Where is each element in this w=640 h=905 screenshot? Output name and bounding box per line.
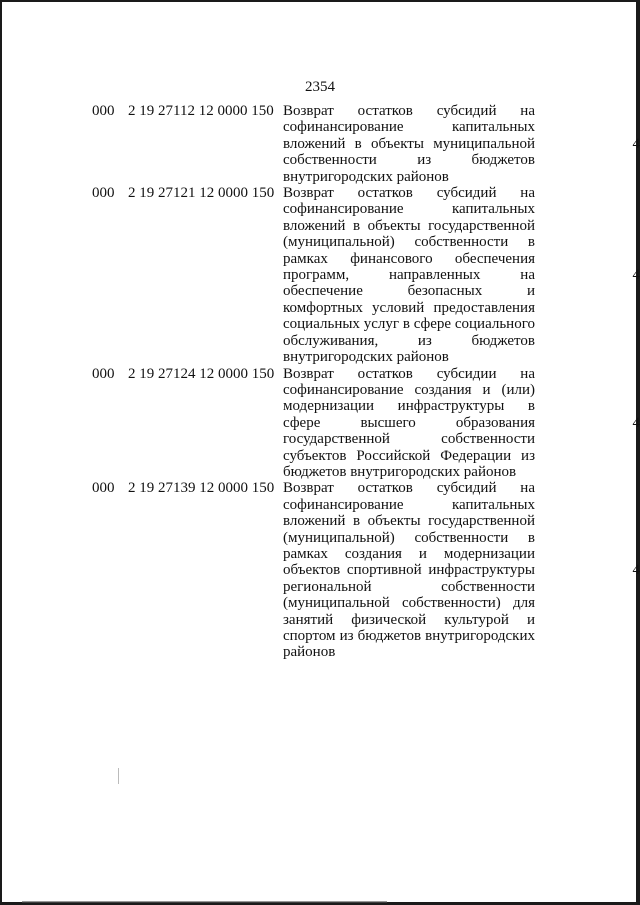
page-edge-top [0, 0, 640, 2]
admin-code: 000 [92, 185, 115, 202]
standard-value: 4 [632, 267, 640, 284]
budget-code-table [0, 103, 640, 661]
table-row [0, 366, 640, 481]
table-row [0, 185, 640, 365]
page-number: 2354 [305, 79, 335, 95]
standard-value: 4 [632, 562, 640, 579]
table-row [0, 480, 640, 660]
budget-classification-code: 2 19 27139 12 0000 150 [128, 480, 275, 497]
admin-code: 000 [92, 103, 115, 119]
standard-value: 4 [632, 135, 640, 152]
revenue-description: Возврат остатков субсидий на софинансирование капитальных вложений в объекты государственной (муниципальной) собственности в рамках создания и модернизации объектов спортивной инфраструктуры региональной собственности (муниципальной собственности) для занятий физической культурой и спортом из бюджетов внутригородских районов [283, 480, 535, 661]
table-row [0, 103, 640, 185]
scan-mark [118, 768, 119, 784]
admin-code: 000 [92, 480, 115, 497]
scan-artifact [22, 901, 387, 903]
budget-classification-code: 2 19 27112 12 0000 150 [128, 103, 274, 119]
budget-classification-code: 2 19 27121 12 0000 150 [128, 185, 275, 202]
budget-classification-code: 2 19 27124 12 0000 150 [128, 365, 275, 382]
revenue-description: Возврат остатков субсидий на софинансирование капитальных вложений в объекты муниципальной собственности из бюджетов внутригородских районов [283, 103, 535, 185]
admin-code: 000 [92, 365, 115, 382]
revenue-description: Возврат остатков субсидий на софинансирование капитальных вложений в объекты государственной (муниципальной) собственности в рамках финансового обеспечения программ, направленных на обеспечение безопасных и комфортных условий предоставления социальных услуг в сфере социального обслуживания, из бюджетов внутригородских районов [283, 185, 535, 366]
revenue-description: Возврат остатков субсидии на софинансирование создания и (или) модернизации инфраструктуры в сфере высшего образования государственной собственности субъектов Российской Федерации из бюджетов внутригородских районов [283, 365, 535, 480]
standard-value: 4 [632, 414, 640, 431]
